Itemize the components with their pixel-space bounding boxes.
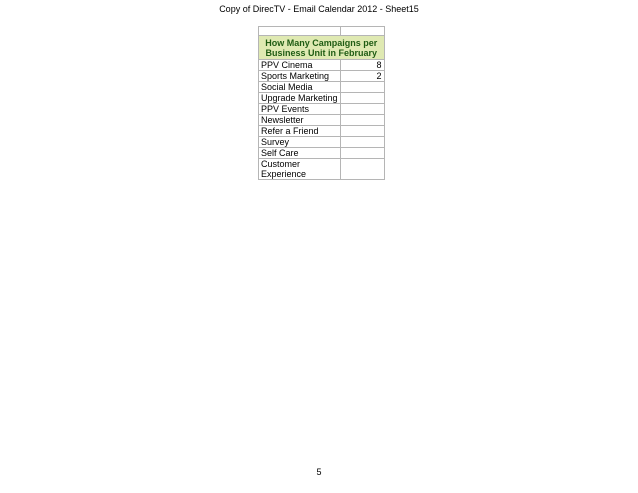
row-value: 8 <box>340 60 384 71</box>
row-label: Sports Marketing <box>259 71 341 82</box>
heading-row <box>259 36 385 60</box>
row-value <box>340 93 384 104</box>
table-row <box>259 93 385 104</box>
table-row <box>259 82 385 93</box>
blank-row <box>259 27 385 36</box>
table-row <box>259 104 385 115</box>
row-value <box>340 115 384 126</box>
row-label: Social Media <box>259 82 341 93</box>
row-label: PPV Events <box>259 104 341 115</box>
table-row <box>259 71 385 82</box>
table-row <box>259 115 385 126</box>
campaigns-table <box>258 26 385 180</box>
page-number: 5 <box>316 467 322 477</box>
row-value: 2 <box>340 71 384 82</box>
row-value <box>340 104 384 115</box>
row-value <box>340 82 384 93</box>
page-header-title: Copy of DirecTV - Email Calendar 2012 - Sheet15 <box>219 4 419 14</box>
table-row <box>259 60 385 71</box>
table-row <box>259 148 385 159</box>
row-label: Upgrade Marketing <box>259 93 341 104</box>
row-label: Customer Experience <box>259 159 341 180</box>
row-label: Survey <box>259 137 341 148</box>
blank-cell <box>259 27 341 36</box>
table-row <box>259 159 385 180</box>
row-label: Newsletter <box>259 115 341 126</box>
table-row <box>259 137 385 148</box>
row-label: Refer a Friend <box>259 126 341 137</box>
table-heading: How Many Campaigns per Business Unit in February <box>259 36 385 60</box>
table-row <box>259 126 385 137</box>
row-value <box>340 137 384 148</box>
row-value <box>340 148 384 159</box>
row-label: PPV Cinema <box>259 60 341 71</box>
blank-cell <box>340 27 384 36</box>
row-value <box>340 159 384 180</box>
row-label: Self Care <box>259 148 341 159</box>
row-value <box>340 126 384 137</box>
